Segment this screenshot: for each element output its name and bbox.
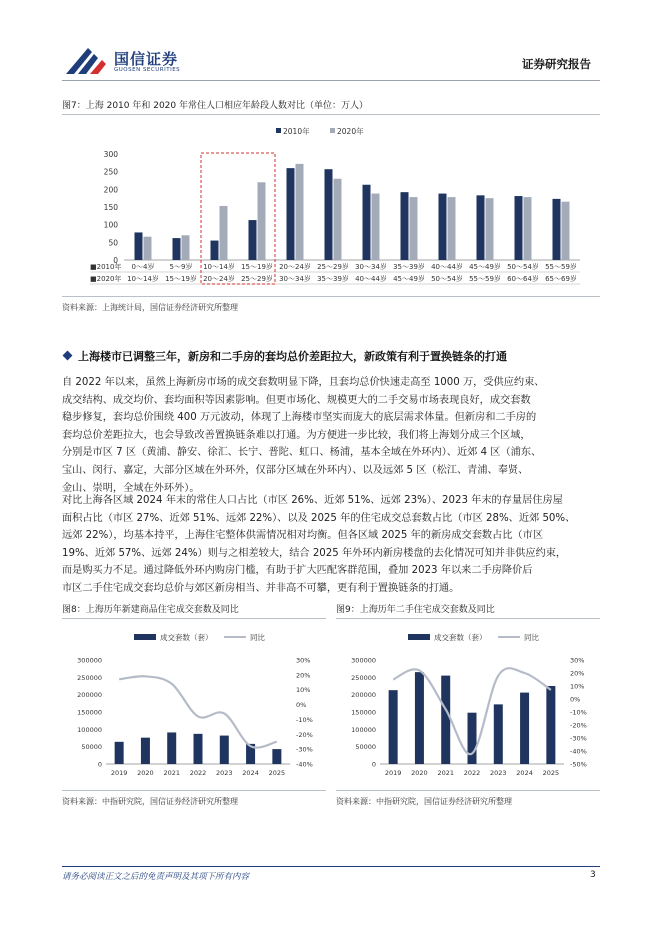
x-tick-label: 2022 — [463, 769, 481, 777]
x-tick-label-2020: 15～19岁 — [165, 275, 197, 283]
y2-tick-label: -50% — [570, 760, 587, 769]
report-type: 证券研究报告 — [522, 57, 591, 71]
bar-2010 — [515, 196, 523, 260]
x-tick-label: 2024 — [242, 769, 259, 777]
figure8-title-rule — [62, 618, 326, 619]
footer-rule — [62, 866, 600, 867]
x-tick-label-2020: 10～14岁 — [127, 275, 159, 283]
x-tick-label: 2021 — [163, 769, 180, 777]
footer-disclaimer: 请务必阅读正文之后的免责声明及其项下所有内容 — [62, 872, 250, 882]
paragraph-1-line: 宝山、闵行、嘉定，大部分区域在外环外，仅部分区域在外环内）、以及远郊 5 区（松江、青浦、奉贤、 — [62, 464, 529, 476]
figure8-chart — [62, 624, 326, 786]
paragraph-1-line: 稳步修复，套均总价围绕 400 万元波动，体现了上海楼市坚实而庞大的底层需求体量。但新房和二手房的 — [62, 412, 537, 424]
x-tick-label-2020: 65～69岁 — [545, 275, 577, 283]
bar — [494, 704, 503, 764]
y2-tick-label: 10% — [570, 682, 585, 691]
y-tick-label: 0 — [371, 760, 376, 769]
legend-label: 同比 — [524, 633, 539, 642]
header-rule — [62, 80, 600, 81]
x-tick-label: 2023 — [216, 769, 233, 777]
bar-2010 — [249, 220, 257, 260]
legend-swatch — [276, 128, 281, 133]
y2-tick-label: 10% — [296, 686, 311, 695]
x-tick-label-2010: 30～34岁 — [355, 263, 387, 271]
x-tick-label-2010: 20～24岁 — [279, 263, 311, 271]
row-label-2020: ■2020年 — [90, 275, 122, 283]
logo-name: 国信证券 — [114, 50, 179, 68]
bar-2010 — [325, 169, 333, 260]
x-tick-label: 2025 — [542, 769, 560, 777]
bar — [220, 736, 229, 764]
bar-2020 — [182, 235, 190, 260]
y-tick-label: 100000 — [351, 725, 376, 734]
legend-label: 2020年 — [337, 127, 364, 136]
x-tick-label-2010: 55～59岁 — [545, 263, 577, 271]
x-tick-label-2010: 25～29岁 — [317, 263, 349, 271]
legend-label: 成交套数（套） — [434, 633, 487, 642]
bar-2020 — [486, 198, 494, 260]
bar-2010 — [439, 194, 447, 260]
x-tick-label-2020: 50～54岁 — [431, 275, 463, 283]
x-tick-label-2020: 40～44岁 — [355, 275, 387, 283]
x-tick-label-2020: 35～39岁 — [317, 275, 349, 283]
bar — [520, 693, 529, 764]
x-tick-label-2010: 40～44岁 — [431, 263, 463, 271]
y-tick-label: 50000 — [81, 743, 102, 752]
figure7-legend — [276, 126, 364, 136]
y-tick-label: 250000 — [77, 673, 102, 682]
figure9-chart — [336, 624, 600, 786]
bar-2010 — [553, 199, 561, 260]
x-tick-label-2010: 15～19岁 — [241, 263, 273, 271]
paragraph-1-line: 成交结构、成交均价、套均面积等因素影响。但更市场化、规模更大的二手交易市场表现良好，成交套数 — [62, 394, 531, 406]
y-tick-label: 50 — [108, 238, 118, 248]
legend-label: 同比 — [250, 633, 265, 642]
y2-tick-label: -10% — [570, 708, 587, 717]
y-tick-label: 150000 — [351, 708, 376, 717]
y-tick-label: 250000 — [351, 673, 376, 682]
y2-tick-label: -40% — [296, 760, 313, 769]
x-tick-label: 2020 — [137, 769, 154, 777]
figure7-source-rule — [62, 296, 600, 297]
x-tick-label: 2023 — [490, 769, 507, 777]
legend-label: 成交套数（套） — [160, 633, 213, 642]
header — [0, 0, 662, 80]
y-tick-label: 100 — [103, 220, 118, 230]
figure8-source: 资料来源：中指研究院，国信证券经济研究所整理 — [62, 797, 238, 806]
paragraph-2 — [62, 492, 602, 598]
x-tick-label: 2019 — [110, 769, 128, 777]
paragraph-2-line: 19%、近郊 57%、远郊 24%）则与之相差较大，结合 2025 年外环内新房楼盘的去化情况可知并非供应约束， — [62, 547, 567, 559]
figure8-title: 图8：上海历年新建商品住宅成交套数及同比 — [62, 605, 239, 615]
x-tick-label-2020: 25～29岁 — [241, 275, 273, 283]
paragraph-2-line: 远郊 22%），均基本持平，上海住宅整体供需情况相对均衡。但各区域 2025 年的新房成交套数占比（市区 — [62, 530, 544, 542]
legend-label: 2010年 — [283, 127, 310, 136]
x-tick-label-2020: 60～64岁 — [507, 275, 539, 283]
figure7-chart — [62, 116, 600, 294]
bar-2020 — [524, 197, 532, 260]
bar-2010 — [173, 238, 181, 260]
y-tick-label: 300 — [103, 150, 118, 159]
y2-tick-label: 0% — [296, 701, 307, 710]
bar — [272, 749, 281, 764]
y-tick-label: 150000 — [77, 708, 102, 717]
paragraph-2-line: 市区二手住宅成交套均总价与郊区新房相当、并非高不可攀，更有利于置换链条的打通。 — [62, 582, 460, 594]
paragraph-2-line: 对比上海各区域 2024 年末的常住人口占比（市区 26%、近郊 51%、远郊 23%）、2023 年末的存量居住房屋 — [62, 495, 563, 506]
bar — [468, 713, 477, 764]
bar-2020 — [220, 206, 228, 260]
x-tick-label: 2025 — [268, 769, 286, 777]
y2-tick-label: 0% — [570, 695, 581, 704]
y2-tick-label: -40% — [570, 747, 587, 756]
y2-tick-label: 20% — [570, 669, 585, 678]
bar-2020 — [410, 197, 418, 260]
section-bullet-icon — [63, 351, 73, 361]
figure7-title: 图7：上海 2010 年和 2020 年常住人口相应年龄段人数对比（单位：万人） — [62, 101, 368, 111]
x-tick-label: 2019 — [384, 769, 402, 777]
figure7-source: 资料来源：上海统计局，国信证券经济研究所整理 — [62, 303, 238, 312]
y-tick-label: 50000 — [355, 743, 376, 752]
paragraph-1-line: 金山、崇明，全域在外环外）。 — [62, 482, 200, 494]
bar-2010 — [211, 241, 219, 260]
bar-2010 — [135, 232, 143, 260]
y2-tick-label: 30% — [296, 656, 311, 665]
x-tick-label-2010: 5～9岁 — [169, 263, 193, 271]
bar-2020 — [562, 202, 570, 260]
bar-2010 — [363, 185, 371, 260]
y-tick-label: 0 — [97, 760, 102, 769]
x-tick-label: 2022 — [189, 769, 207, 777]
bar — [389, 690, 398, 764]
x-tick-label-2020: 30～34岁 — [279, 275, 311, 283]
bar — [441, 676, 450, 764]
y-tick-label: 0 — [113, 256, 118, 265]
bar-2020 — [258, 182, 266, 260]
y2-tick-label: 20% — [296, 671, 311, 680]
section-heading: 上海楼市已调整三年，新房和二手房的套均总价差距拉大，新政策有利于置换链条的打通 — [78, 350, 507, 363]
bar — [115, 742, 124, 764]
x-tick-label-2020: 45～49岁 — [393, 275, 425, 283]
bar-2010 — [401, 192, 409, 260]
paragraph-1-line: 套均总价差距拉大，也会导致改善置换链条难以打通。为方便进一步比较，我们将上海划分成三个区域， — [62, 429, 531, 441]
legend-swatch — [330, 128, 335, 133]
paragraph-2-line: 而是购买力不足。通过降低外环内购房门槛，有助于扩大匹配客群范围，叠加 2023 年以来二手房降价后 — [62, 565, 533, 577]
x-tick-label-2010: 35～39岁 — [393, 263, 425, 271]
y2-tick-label: -30% — [296, 745, 313, 754]
y2-tick-label: -30% — [570, 734, 587, 743]
x-tick-label-2010: 50～54岁 — [507, 263, 539, 271]
bar — [546, 686, 555, 764]
bar-2020 — [334, 179, 342, 260]
bar — [194, 734, 203, 764]
x-tick-label: 2020 — [411, 769, 428, 777]
paragraph-1-line: 自 2022 年以来，虽然上海新房市场的成交套数明显下降，且套均总价快速走高至 1000 万，受供应约束、 — [62, 377, 545, 388]
figure9-source-rule — [336, 790, 600, 791]
y2-tick-label: -20% — [570, 721, 587, 730]
figure9-source: 资料来源：中指研究院，国信证券经济研究所整理 — [336, 797, 512, 806]
x-tick-label: 2021 — [437, 769, 454, 777]
figure7-title-rule — [62, 114, 600, 115]
x-tick-label-2010: 45～49岁 — [469, 263, 501, 271]
y-tick-label: 100000 — [77, 725, 102, 734]
paragraph-1 — [62, 374, 602, 497]
y-tick-label: 250 — [103, 167, 118, 177]
guosen-logo-icon — [62, 44, 110, 78]
bar-2010 — [287, 168, 295, 260]
bar — [415, 672, 424, 764]
y-tick-label: 200 — [103, 185, 118, 195]
y2-tick-label: 30% — [570, 656, 585, 665]
bar-2020 — [144, 237, 152, 260]
y-tick-label: 200000 — [77, 691, 102, 700]
bar-2020 — [372, 194, 380, 260]
x-tick-label-2020: 55～59岁 — [469, 275, 501, 283]
figure8-source-rule — [62, 790, 326, 791]
paragraph-2-line: 面积占比（市区 27%、近郊 51%、远郊 22%）、以及 2025 年的住宅成交总套数占比（市区 28%、近郊 50%、 — [62, 512, 576, 524]
row-label-2010: ■2010年 — [90, 263, 122, 271]
y-tick-label: 300000 — [77, 656, 102, 665]
bar — [141, 738, 150, 764]
bar-2010 — [477, 195, 485, 260]
paragraph-1-line: 分别是市区 7 区（黄浦、静安、徐汇、长宁、普陀、虹口、杨浦，基本全域在外环内）、近郊 4 区（浦东、 — [62, 447, 542, 459]
page-number: 3 — [590, 870, 596, 880]
x-tick-label: 2024 — [516, 769, 533, 777]
x-tick-label-2010: 0～4岁 — [131, 263, 155, 271]
y-tick-label: 200000 — [351, 691, 376, 700]
bar-2020 — [448, 197, 456, 260]
figure9-title-rule — [336, 618, 600, 619]
legend-swatch — [408, 634, 430, 640]
figure9-title: 图9：上海历年二手住宅成交套数及同比 — [336, 605, 495, 615]
y2-tick-label: -10% — [296, 715, 313, 724]
bar-2020 — [296, 164, 304, 260]
logo-english: GUOSEN SECURITIES — [114, 67, 181, 73]
y-tick-label: 300000 — [351, 656, 376, 665]
x-tick-label-2020: 20～24岁 — [203, 275, 235, 283]
y-tick-label: 150 — [103, 203, 118, 212]
x-tick-label-2010: 10～14岁 — [203, 263, 235, 271]
bar — [167, 732, 176, 764]
y2-tick-label: -20% — [296, 730, 313, 739]
legend-swatch — [134, 634, 156, 640]
